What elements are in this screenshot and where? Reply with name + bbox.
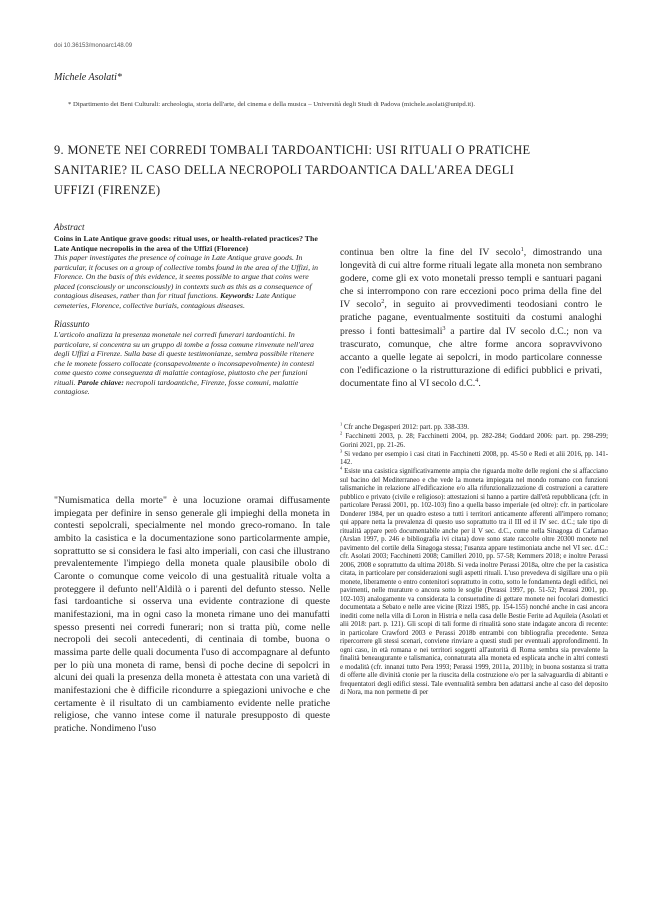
riassunto-text: L'articolo analizza la presenza monetale nei corredi funerari tardoantichi. In particolare, si concentra su un gruppo di tombe a fossa comune rinvenute nell'area degli Uffizi a Firenze. Sulla base di queste testimonianze, sembra possibile ritenere che le monete fossero collocate (consapevolmente o inconsapevolmente) in contesti come questo come conseguenza di malattie contagiose, piuttosto che per funzioni rituali. bbox=[54, 330, 315, 387]
doi: doi 10.36153/monoarc148.09 bbox=[54, 43, 133, 49]
footnote-text: Facchinetti 2003, p. 28; Facchinetti 2004, pp. 282-284; Goddard 2006: part. pp. 298-299; Gorini 2021, pp. 21-26. bbox=[340, 433, 608, 449]
author-affiliation: * Dipartimento dei Beni Culturali: archeologia, storia dell'arte, del cinema e della musica – Università degli Studi di Padova (michele.asolati@unipd.it). bbox=[68, 101, 476, 108]
abstracts-block bbox=[54, 222, 324, 397]
body-segment: . bbox=[478, 377, 481, 389]
footnote-number: 1 bbox=[340, 421, 343, 427]
riassunto-heading: Riassunto bbox=[54, 319, 90, 329]
body-segment: , dimostrando una longevità di cui altre forme rituali legate alla moneta non sembrano godere, come gli ex voto monetali presso templi e santuari pagani che si interrompono con rare eccezioni poco prima della fine del IV secolo bbox=[340, 247, 603, 311]
footnote-text: Cfr anche Degasperi 2012: part. pp. 338-339. bbox=[343, 424, 469, 431]
riassunto-keywords: necropoli tardoantiche, Firenze, fosse comuni, malattie contagiose. bbox=[54, 377, 299, 396]
footnote bbox=[340, 465, 608, 698]
footnote-ref[interactable]: 1 bbox=[520, 245, 524, 253]
footnote-ref[interactable]: 4 bbox=[475, 376, 479, 384]
footnotes bbox=[340, 421, 608, 698]
footnote-number: 4 bbox=[340, 465, 343, 471]
abstract-title: Coins in Late Antique grave goods: ritual uses, or health-related practices? The Late Antique necropolis in the area of the Uffizi (Florence) bbox=[54, 234, 318, 253]
abstract-keywords-label: Keywords: bbox=[220, 291, 254, 300]
body-text-right-column bbox=[340, 246, 602, 390]
chapter-title: 9. MONETE NEI CORREDI TOMBALI TARDOANTICHI: USI RITUALI O PRATICHE SANITARIE? IL CASO DELLA NECROPOLI TARDOANTICA DALL'AREA DEGLI UFFIZI (FIRENZE) bbox=[54, 143, 531, 197]
author-name: Michele Asolati* bbox=[54, 72, 122, 83]
footnote-ref[interactable]: 3 bbox=[442, 324, 446, 332]
footnote-number: 2 bbox=[340, 430, 343, 436]
footnote bbox=[340, 430, 608, 450]
footnote-ref[interactable]: 2 bbox=[381, 298, 385, 306]
abstract-text: This paper investigates the presence of coinage in Late Antique grave goods. In particular, it focuses on a group of collective tombs found in the area of the Uffizi, in Florence. On the basis of this evidence, it seems possible to argue that coins were placed (consciously or unconsciously) in contexts such as this as a consequence of contagious diseases, rather than for ritual functions. bbox=[54, 253, 319, 300]
footnote bbox=[340, 421, 608, 433]
body-segment: continua ben oltre la fine del IV secolo bbox=[340, 247, 521, 258]
riassunto-body bbox=[54, 330, 324, 397]
footnote bbox=[340, 448, 608, 468]
body-segment: a partire dal IV secolo d.C.; non va trascurato, comunque, che altre forme ancora sopravvivono accanto a quelle legate ai sepolcri, in modo particolare connesse con l'edificazione o la ristrutturazione di edifici pubblici e privati, documentate fino al VI secolo d.C. bbox=[340, 325, 602, 389]
abstract-heading: Abstract bbox=[54, 222, 85, 232]
body-segment: , in seguito ai provvedimenti teodosiani contro le pratiche pagane, eventualmente sostituiti da costumi analoghi presso i fonti battesimali bbox=[340, 299, 602, 337]
footnote-text: Esiste una casistica significativamente ampia che riguarda molte delle regioni che si affacciano sul bacino del Mediterraneo e che vede la moneta impiegata nel mondo romano con funzioni talismaniche in relazione all'edificazione e/o alla rifunzionalizzazione di costruzioni a carattere pubblico e privato (civile e religioso): attestazioni si hanno a partire dall'età repubblicana (cfr. in particolare Perassi 2001, pp. 102-103) fino a quella basso imperiale (ed oltre): cfr. in particolare Donderer 1984, per un quadro esteso a tutti i territori anticamente afferenti all'impero romano; qui appare netta la prevalenza di questo uso soprattutto tra il III ed il IV sec. d.C.; tale tipo di ritualità appare però documentabile anche per il V sec. d.C., come nella Sinagoga di Cafarnao (Arslan 1997, p. 246 e bibliografia ivi citata) dove sono state raccolte oltre 20300 monete nel pavimento del cortile della Sinagoga stessa; l'usanza appare testimoniata anche nel VI sec. d.C.: cfr. Asolati 2003; Facchinetti 2008; Camilleri 2010, pp. 57-58; Kemmers 2018; e inoltre Perassi 2006, 2008 e soprattutto da ultima 2018b. Si veda inoltre Perassi 2018a, oltre che per la casistica citata, in particolare per considerazioni sugli aspetti rituali. L'uso prevedeva di sigillare una o più monete, liberamente o entro contenitori soprattutto in cotto, sotto le fondamenta degli edifici, nei pavimenti, nelle murature o ancora sotto le soglie (Perassi 1997, pp. 51-52; Perassi 2001, pp. 102-103) analogamente va considerata la consuetudine di gettare monete nei focolari domestici documentata a Sebato e nelle aree vicine (Rizzi 1985, pp. 154-155) nonché anche in casi ancora inediti come nella villa di Loron in Histria e nella casa delle Bestie Ferite ad Aquileia (Asolati et alii 2018: part. p. 121). Gli scopi di tali forme di ritualità sono state indagate ancora di recente: in particolare Crawford 2003 e Perassi 2018b entrambi con bibliografia precedente. Senza ripercorrere gli stessi scenari, conviene rinviare a questi studi per eventuali approfondimenti. In ogni caso, in età romana e nei territori soggetti all'autorità di Roma sembra sia prevalente la finalità beneaugurante e talismanica, connaturata alla moneta ed esplicata anche in altri contesti e modalità (cfr. innanzi tutto Pera 1993; Perassi 1999, 2011a, 2011b); in buona sostanza si tratta di offerte alle divinità ctonie per la riuscita della costruzione e/o per la salvaguardia di abitanti e frequentatori degli edifici stessi. Tale eventualità sembra ben adattarsi anche al caso del deposito di Nora, ma non permette di per bbox=[340, 468, 608, 696]
abstract-keywords: Late Antique cemeteries, Florence, collective burials, contagious diseases. bbox=[54, 291, 296, 310]
body-text-left-column: "Numismatica della morte" è una locuzione oramai diffusamente impiegata per definire in senso generale gli impieghi della moneta in contesti sepolcrali, specialmente nel mondo greco-romano. In tale ambito la casistica e la documentazione sono particolarmente ampie, soprattutto se si considera le fasi alto imperiali, con casi che illustrano prevalentemente l'impiego della moneta quale plausibile obolo di Caronte o comunque come veicolo di una gestualità rituale volta a proteggere il defunto nell'Aldilà o i parenti del defunto stesso. Nelle fasi tardoantiche si osserva una evidente contrazione di queste manifestazioni, ma in ogni caso la moneta rimane uno dei manufatti spesso presenti nei corredi funerari; non si tratta più, come nelle necropoli dei secoli antecedenti, di centinaia di tombe, buona o massima parte delle quali documenta l'uso di accompagnare al defunto per lo più una moneta di rame, bensì di poche decine di sepolcri in alcuni dei quali la presenza della moneta è attestata con una varietà di manifestazioni che è difficile ricondurre a spiegazioni univoche e che certamente è il risultato di un cambiamento evidente nelle pratiche religiose, che vanno intese come il naturale presupposto di queste pratiche. Nondimeno l'uso bbox=[54, 495, 330, 734]
riassunto-keywords-label: Parole chiave: bbox=[77, 377, 124, 387]
footnote-number: 3 bbox=[340, 448, 343, 454]
footnote-text: Si vedano per esempio i casi citati in Facchinetti 2008, pp. 45-50 e Redi et alii 2016, pp. 141-142. bbox=[340, 450, 608, 466]
abstract-body bbox=[54, 253, 324, 310]
